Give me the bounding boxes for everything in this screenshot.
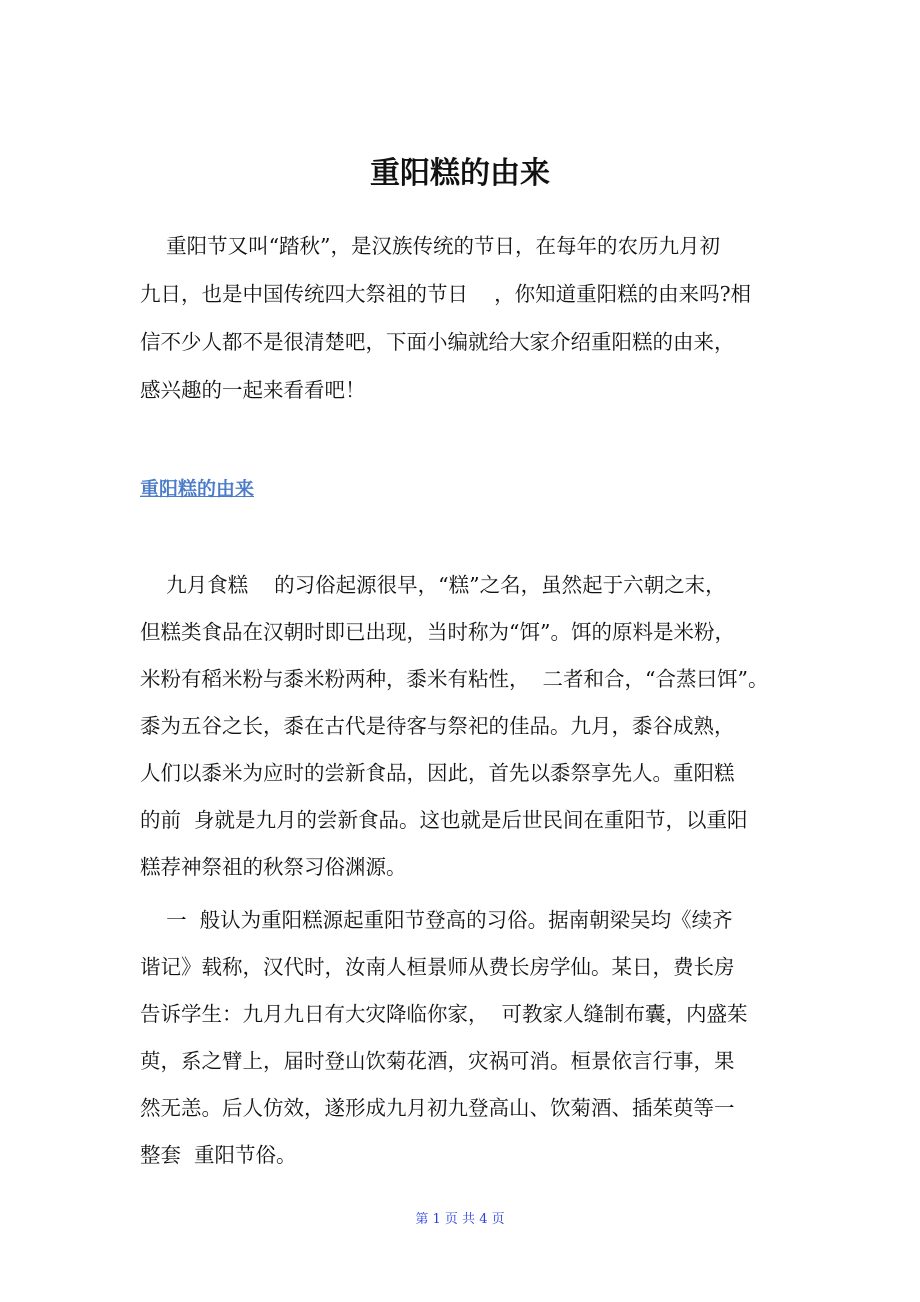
- text-line: 谐记》载称，汉代时，汝南人桓景师从费长房学仙。某日，费长房: [140, 955, 735, 979]
- text-line: 萸，系之臂上，届时登山饮菊花酒，灾祸可消。桓景依言行事，果: [140, 1049, 735, 1073]
- text-line: 米粉有稻米粉与黍米粉两种，黍米有粘性， 二者和合，“合蒸曰饵”。: [140, 667, 769, 691]
- document-title: 重阳糕的由来: [370, 156, 550, 191]
- section-heading-link[interactable]: 重阳糕的由来: [140, 478, 255, 500]
- page-number-footer: 第 1 页 共 4 页: [415, 1212, 505, 1227]
- text-line: 然无恙。后人仿效，遂形成九月初九登高山、饮菊酒、插茱萸等一: [140, 1096, 735, 1120]
- text-line: 九日，也是中国传统四大祭祖的节日 ，你知道重阳糕的由来吗?相: [140, 282, 752, 306]
- text-line: 黍为五谷之长，黍在古代是待客与祭祀的佳品。九月，黍谷成熟，: [140, 714, 735, 738]
- text-line: 的前 身就是九月的尝新食品。这也就是后世民间在重阳节，以重阳: [140, 808, 748, 832]
- text-line: 九月食糕 的习俗起源很早，“糕”之名，虽然起于六朝之末，: [140, 573, 726, 597]
- text-line: 但糕类食品在汉朝时即已出现，当时称为“饵”。饵的原料是米粉，: [140, 620, 735, 644]
- text-line: 人们以黍米为应时的尝新食品，因此，首先以黍祭享先人。重阳糕: [140, 761, 735, 785]
- text-line: 整套 重阳节俗。: [140, 1143, 297, 1167]
- text-line: 感兴趣的一起来看看吧！: [140, 378, 366, 402]
- text-line: 重阳节又叫“踏秋”，是汉族传统的节日，在每年的农历九月初: [140, 234, 721, 258]
- text-line: 信不少人都不是很清楚吧，下面小编就给大家介绍重阳糕的由来，: [140, 330, 735, 354]
- text-line: 糕荐神祭祖的秋祭习俗渊源。: [140, 855, 407, 879]
- text-line: 一 般认为重阳糕源起重阳节登高的习俗。据南朝梁吴均《续齐: [140, 908, 733, 932]
- text-line: 告诉学生：九月九日有大灾降临你家， 可教家人缝制布囊，内盛茱: [140, 1002, 748, 1026]
